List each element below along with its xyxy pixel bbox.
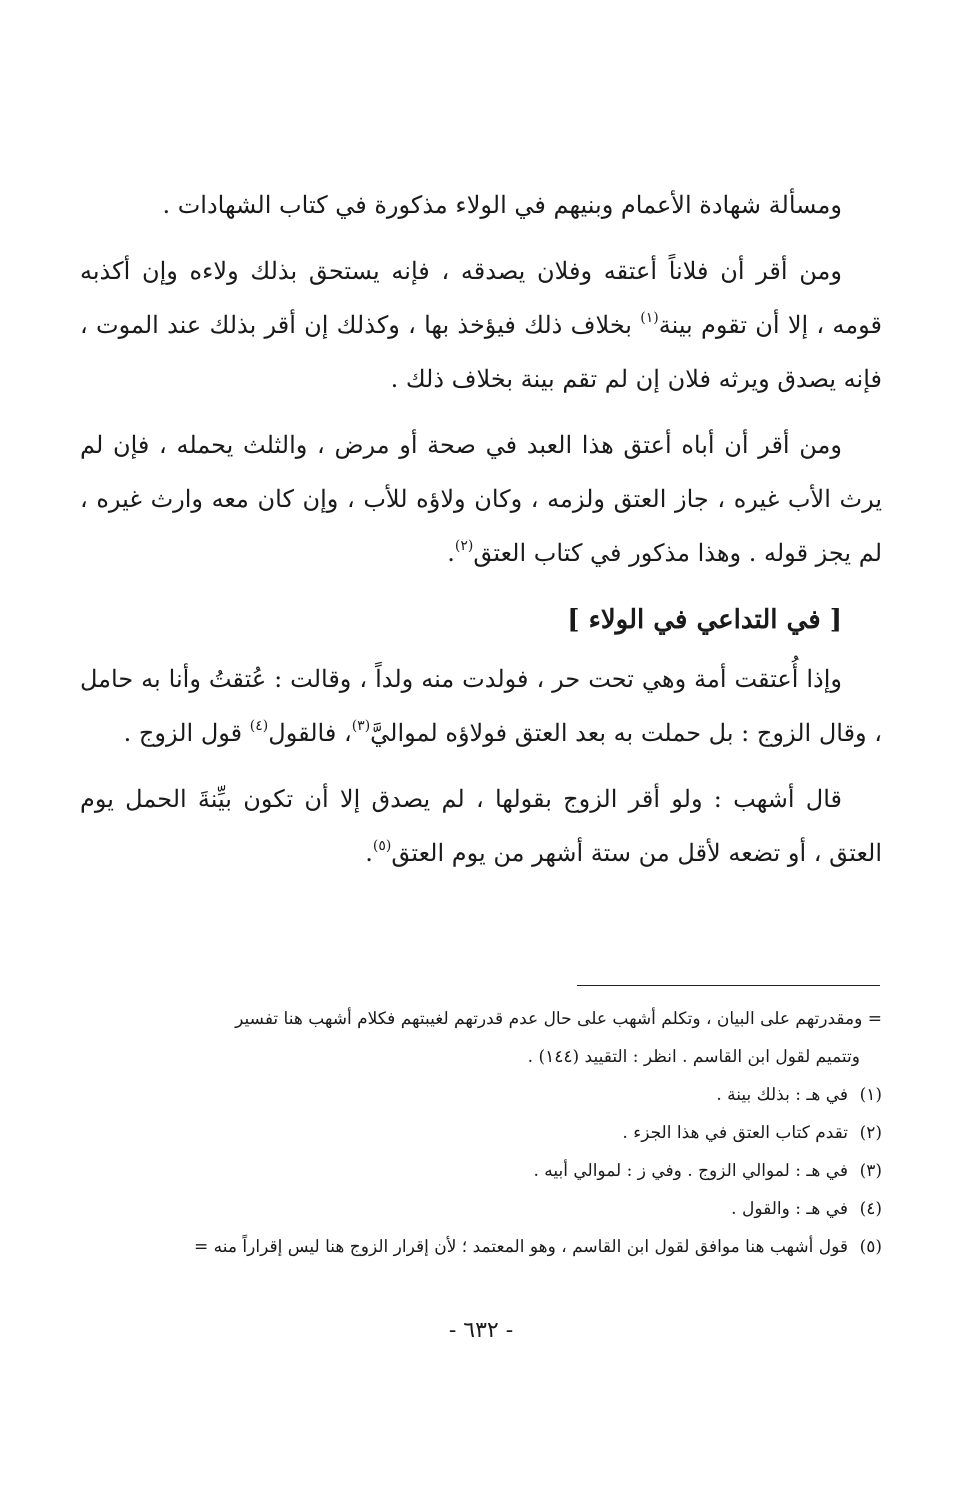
footnote-continuation-2: وتتميم لقول ابن القاسم . انظر : التقييد (١٤٤) . [527, 1047, 860, 1067]
main-text [80, 178, 882, 892]
paragraph-5 [80, 772, 882, 880]
footnote-ref-1[interactable]: (١) [640, 310, 659, 326]
footnote-4 [80, 1190, 882, 1228]
paragraph-3-rest: . [447, 539, 455, 567]
paragraph-2-rest: بخلاف ذلك فيؤخذ بها ، وكذلك إن أقر بذلك عند الموت ، فإنه يصدق ويرثه فلان إن لم تقم بينة بخلاف ذلك . [80, 311, 882, 393]
paragraph-1-text: ومسألة شهادة الأعمام وبنيهم في الولاء مذكورة في كتاب الشهادات . [162, 191, 842, 219]
footnote-2-text: تقدم كتاب العتق في هذا الجزء . [622, 1123, 848, 1143]
paragraph-4-mid: ، فالقول [268, 719, 352, 747]
footnote-1-text: في هـ : بذلك بينة . [716, 1085, 848, 1105]
paragraph-4-rest: قول الزوج . [123, 719, 250, 747]
paragraph-2-text: ومن أقر أن فلاناً أعتقه وفلان يصدقه ، فإنه يستحق بذلك ولاءه وإن أكذبه قومه ، إلا أن تقوم بينة [80, 257, 883, 339]
paragraph-5-text: قال أشهب : ولو أقر الزوج بقولها ، لم يصدق إلا أن تكون بيِّنةَ الحمل يوم العتق ، أو تضعه لأقل من ستة أشهر من يوم العتق [80, 785, 882, 867]
footnote-separator [577, 985, 880, 986]
footnote-ref-4[interactable]: (٤) [249, 718, 269, 734]
paragraph-3 [80, 418, 882, 580]
footnote-2-number: (٢) [859, 1123, 882, 1143]
footnote-ref-3[interactable]: (٣) [351, 718, 371, 734]
footnote-5 [80, 1228, 882, 1266]
footnote-ref-5[interactable]: (٥) [372, 838, 392, 854]
paragraph-4 [80, 652, 882, 760]
footnote-1-number: (١) [859, 1085, 882, 1105]
footnotes [80, 1000, 882, 1266]
footnote-3-number: (٣) [859, 1161, 882, 1181]
footnote-5-text: قول أشهب هنا موافق لقول ابن القاسم ، وهو المعتمد ؛ لأن إقرار الزوج هنا ليس إقراراً منه = [194, 1237, 848, 1257]
page-number: - ٦٣٢ - [448, 1318, 514, 1343]
footnote-1 [80, 1076, 882, 1114]
paragraph-3-text: ومن أقر أن أباه أعتق هذا العبد في صحة أو مرض ، والثلث يحمله ، فإن لم يرث الأب غيره ، جاز العتق ولزمه ، وكان ولاؤه للأب ، وإن كان معه وارث غيره ، لم يجز قوله . وهذا مذكور في كتاب العتق [80, 431, 883, 567]
footnote-3-text: في هـ : لموالي الزوج . وفي ز : لموالي أبيه . [533, 1161, 848, 1181]
footnote-4-number: (٤) [859, 1199, 882, 1219]
paragraph-4-text: وإذا أُعتقت أمة وهي تحت حر ، فولدت منه ولداً ، وقالت : عُتقتُ وأنا به حامل ، وقال الزوج : بل حملت به بعد العتق فولاؤه لمواليَّ [80, 665, 882, 747]
footnote-continuation: = ومقدرتهم على البيان ، وتكلم أشهب على حال عدم قدرتهم لغيبتهم فكلام أشهب هنا تفسير [235, 1009, 882, 1029]
paragraph-5-rest: . [365, 839, 373, 867]
footnote-ref-2[interactable]: (٢) [454, 538, 474, 554]
section-heading: [ في التداعي في الولاء ] [567, 605, 842, 635]
footnote-2 [80, 1114, 882, 1152]
paragraph-1 [80, 178, 882, 232]
footnote-4-text: في هـ : والقول . [731, 1199, 848, 1219]
footnote-5-number: (٥) [859, 1237, 882, 1257]
footnote-3 [80, 1152, 882, 1190]
paragraph-2 [80, 244, 882, 406]
